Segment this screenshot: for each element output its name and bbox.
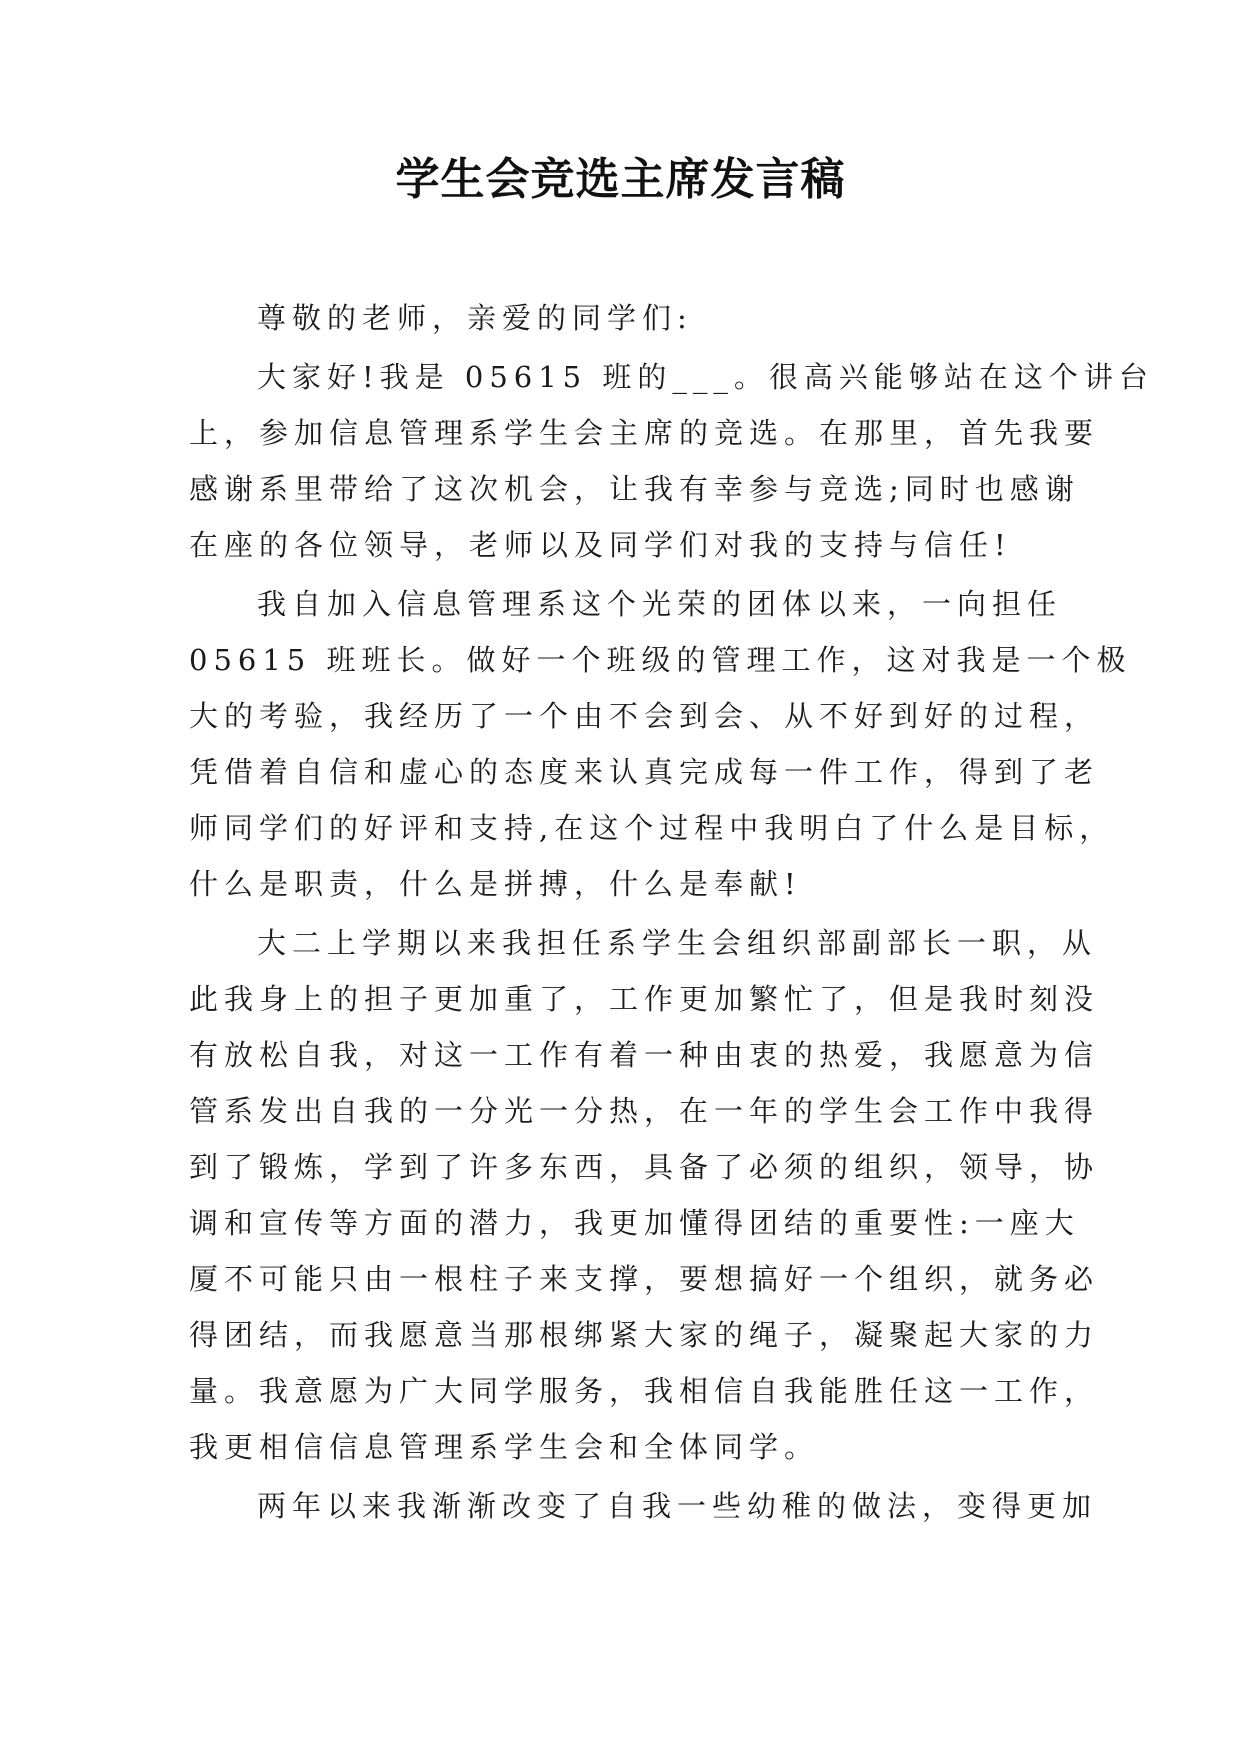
text-line: 上，参加信息管理系学生会主席的竞选。在那里，首先我要	[189, 416, 1100, 450]
text-line: 调和宣传等方面的潜力，我更加懂得团结的重要性:一座大	[189, 1206, 1080, 1240]
text-line: 此我身上的担子更加重了，工作更加繁忙了，但是我时刻没	[189, 982, 1100, 1016]
text-line: 师同学们的好评和支持,在这个过程中我明白了什么是目标，	[189, 811, 1115, 845]
text-line: 有放松自我，对这一工作有着一种由衷的热爱，我愿意为信	[189, 1038, 1100, 1072]
text-line: 大的考验，我经历了一个由不会到会、从不好到好的过程，	[189, 699, 1100, 733]
text-line: 大二上学期以来我担任系学生会组织部副部长一职，从	[257, 926, 1098, 960]
paragraph-growth	[189, 1478, 1098, 1534]
paragraph-greeting	[189, 349, 1154, 573]
text-line: 凭借着自信和虚心的态度来认真完成每一件工作，得到了老	[189, 755, 1100, 789]
text-line: 量。我意愿为广大同学服务，我相信自我能胜任这一工作，	[189, 1374, 1100, 1408]
paragraph-student-union-work	[189, 915, 1100, 1475]
text-line: 什么是职责，什么是拼搏，什么是奉献!	[189, 867, 802, 901]
text-line: 厦不可能只由一根柱子来支撑，要想搞好一个组织，就务必	[189, 1262, 1100, 1296]
text-line: 得团结，而我愿意当那根绑紧大家的绳子，凝聚起大家的力	[189, 1318, 1100, 1352]
text-line: 我自加入信息管理系这个光荣的团体以来，一向担任	[257, 587, 1063, 621]
text-line: 两年以来我渐渐改变了自我一些幼稚的做法，变得更加	[257, 1489, 1098, 1523]
text-line: 我更相信信息管理系学生会和全体同学。	[189, 1430, 820, 1464]
text-line: 管系发出自我的一分光一分热，在一年的学生会工作中我得	[189, 1094, 1100, 1128]
document-title: 学生会竞选主席发言稿	[395, 154, 846, 205]
text-line: 尊敬的老师，亲爱的同学们:	[257, 301, 693, 335]
document-body	[189, 290, 1154, 1534]
text-line: 到了锻炼，学到了许多东西，具备了必须的组织，领导，协	[189, 1150, 1100, 1184]
text-line: 感谢系里带给了这次机会，让我有幸参与竞选;同时也感谢	[189, 472, 1080, 506]
text-line: 05615 班班长。做好一个班级的管理工作，这对我是一个极	[189, 643, 1132, 677]
text-line: 在座的各位领导，老师以及同学们对我的支持与信任!	[189, 528, 1012, 562]
text-line: 大家好!我是 05615 班的___。很高兴能够站在这个讲台	[257, 360, 1154, 394]
paragraph-experience	[189, 576, 1132, 912]
paragraph-salutation	[189, 290, 1051, 346]
